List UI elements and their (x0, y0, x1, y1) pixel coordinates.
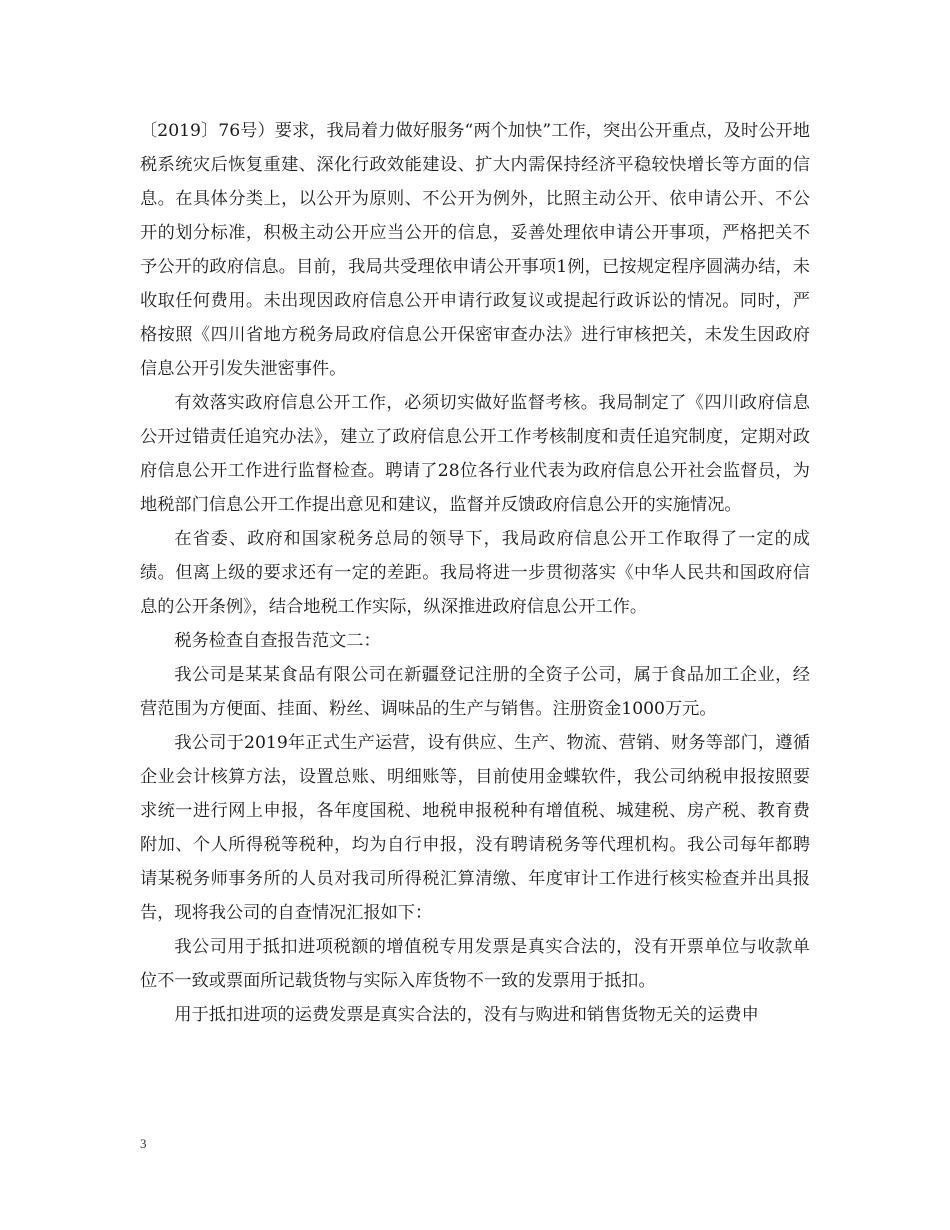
paragraph-1: 〔2019〕76号）要求，我局着力做好服务“两个加快”工作，突出公开重点，及时公开地税系统灾后恢复重建、深化行政效能建设、扩大内需保持经济平稳较快增长等方面的信息。在具体分类上，以公开为原则、不公开为例外，比照主动公开、依申请公开、不公开的划分标准，积极主动公开应当公开的信息，妥善处理依申请公开事项，严格把关不予公开的政府信息。目前，我局共受理依申请公开事项1例，已按规定程序圆满办结，未收取任何费用。未出现因政府信息公开申请行政复议或提起行政诉讼的情况。同时，严格按照《四川省地方税务局政府信息公开保密审查办法》进行审核把关，未发生因政府信息公开引发失泄密事件。 (140, 121, 810, 379)
paragraph-8: 用于抵扣进项的运费发票是真实合法的，没有与购进和销售货物无关的运费申 (174, 1005, 759, 1025)
paragraph-6: 我公司于2019年正式生产运营，设有供应、生产、物流、营销、财务等部门，遵循企业会计核算方法，设置总账、明细账等，目前使用金蝶软件，我公司纳税申报按照要求统一进行网上申报，各年度国税、地税申报税种有增值税、城建税、房产税、教育费附加、个人所得税等税种，均为自行申报，没有聘请税务等代理机构。我公司每年都聘请某税务师事务所的人员对我司所得税汇算清缴、年度审计工作进行核实检查并出具报告，现将我公司的自查情况汇报如下： (140, 733, 810, 923)
document-body (140, 114, 810, 1032)
paragraph-5: 我公司是某某食品有限公司在新疆登记注册的全资子公司，属于食品加工企业，经营范围为方便面、挂面、粉丝、调味品的生产与销售。注册资金1000万元。 (140, 665, 810, 719)
paragraph-3: 在省委、政府和国家税务总局的领导下，我局政府信息公开工作取得了一定的成绩。但离上级的要求还有一定的差距。我局将进一步贯彻落实《中华人民共和国政府信息的公开条例》，结合地税工作实际，纵深推进政府信息公开工作。 (140, 529, 810, 617)
page-number: 3 (140, 1136, 147, 1151)
paragraph-2: 有效落实政府信息公开工作，必须切实做好监督考核。我局制定了《四川政府信息公开过错责任追究办法》，建立了政府信息公开工作考核制度和责任追究制度，定期对政府信息公开工作进行监督检查。聘请了28位各行业代表为政府信息公开社会监督员，为地税部门信息公开工作提出意见和建议，监督并反馈政府信息公开的实施情况。 (140, 393, 810, 515)
paragraph-7: 我公司用于抵扣进项税额的增值税专用发票是真实合法的，没有开票单位与收款单位不一致或票面所记载货物与实际入库货物不一致的发票用于抵扣。 (140, 937, 810, 991)
section-heading: 税务检查自查报告范文二： (174, 631, 381, 651)
